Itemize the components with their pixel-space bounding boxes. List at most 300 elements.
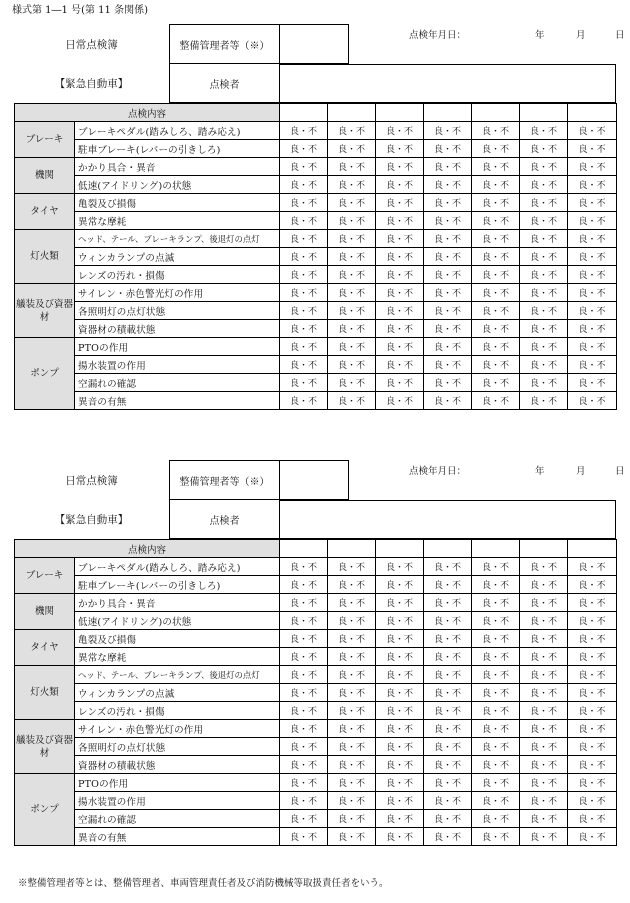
table-row (15, 684, 617, 702)
result-cell[interactable]: 良・不 (280, 702, 328, 720)
table-row (15, 774, 617, 792)
result-cell[interactable]: 良・不 (328, 792, 376, 810)
result-cell[interactable]: 良・不 (424, 576, 472, 594)
result-cell[interactable]: 良・不 (472, 792, 520, 810)
result-cell[interactable]: 良・不 (424, 810, 472, 828)
result-cell[interactable]: 良・不 (424, 374, 472, 392)
result-cell[interactable]: 良・不 (520, 684, 568, 702)
result-cell[interactable]: 良・不 (520, 828, 568, 846)
manager-label: 整備管理者等（※） (169, 24, 279, 64)
inspection-item: 空漏れの確認 (75, 810, 280, 828)
result-cell[interactable]: 良・不 (328, 338, 376, 356)
result-cell[interactable]: 良・不 (424, 140, 472, 158)
result-cell[interactable]: 良・不 (472, 212, 520, 230)
result-cell[interactable]: 良・不 (568, 140, 617, 158)
content-header: 点検内容 (15, 540, 280, 558)
result-cell[interactable]: 良・不 (472, 284, 520, 302)
result-cell[interactable]: 良・不 (376, 122, 424, 140)
day-header-cell (472, 104, 520, 122)
inspector-label: 点検者 (169, 64, 279, 103)
result-cell[interactable]: 良・不 (328, 738, 376, 756)
result-cell[interactable]: 良・不 (568, 612, 617, 630)
sheet-header (14, 24, 625, 103)
result-cell[interactable]: 良・不 (280, 284, 328, 302)
result-cell[interactable]: 良・不 (328, 248, 376, 266)
table-row (15, 756, 617, 774)
result-cell[interactable]: 良・不 (280, 320, 328, 338)
day-header-cell (568, 104, 617, 122)
result-cell[interactable]: 良・不 (424, 158, 472, 176)
result-cell[interactable]: 良・不 (376, 648, 424, 666)
result-cell[interactable]: 良・不 (520, 320, 568, 338)
category-cell: 灯火類 (15, 666, 75, 720)
result-cell[interactable]: 良・不 (280, 594, 328, 612)
result-cell[interactable]: 良・不 (376, 338, 424, 356)
result-cell[interactable]: 良・不 (568, 828, 617, 846)
result-cell[interactable]: 良・不 (424, 720, 472, 738)
inspection-item: 異音の有無 (75, 828, 280, 846)
day-label: 日 (615, 30, 625, 41)
result-cell[interactable]: 良・不 (280, 666, 328, 684)
inspection-item: かかり具合・異音 (75, 158, 280, 176)
result-cell[interactable]: 良・不 (568, 176, 617, 194)
inspection-item: かかり具合・異音 (75, 594, 280, 612)
result-cell[interactable]: 良・不 (280, 612, 328, 630)
result-cell[interactable]: 良・不 (328, 320, 376, 338)
result-cell[interactable]: 良・不 (472, 248, 520, 266)
result-cell[interactable]: 良・不 (280, 158, 328, 176)
result-cell[interactable]: 良・不 (424, 338, 472, 356)
result-cell[interactable]: 良・不 (328, 356, 376, 374)
result-cell[interactable]: 良・不 (280, 212, 328, 230)
result-cell[interactable]: 良・不 (568, 230, 617, 248)
result-cell[interactable]: 良・不 (376, 702, 424, 720)
table-row (15, 212, 617, 230)
inspection-item: ブレーキペダル(踏みしろ、踏み応え) (75, 122, 280, 140)
result-cell[interactable]: 良・不 (472, 684, 520, 702)
result-cell[interactable]: 良・不 (280, 684, 328, 702)
table-row (15, 176, 617, 194)
result-cell[interactable]: 良・不 (520, 576, 568, 594)
inspection-date-label: 点検年月日： (409, 466, 467, 477)
result-cell[interactable]: 良・不 (280, 648, 328, 666)
result-cell[interactable]: 良・不 (328, 284, 376, 302)
result-cell[interactable]: 良・不 (520, 702, 568, 720)
result-cell[interactable]: 良・不 (424, 648, 472, 666)
result-cell[interactable]: 良・不 (568, 122, 617, 140)
result-cell[interactable]: 良・不 (472, 230, 520, 248)
result-cell[interactable]: 良・不 (424, 558, 472, 576)
result-cell[interactable]: 良・不 (568, 194, 617, 212)
category-cell: 艤装及び資器材 (15, 284, 75, 338)
result-cell[interactable]: 良・不 (328, 828, 376, 846)
result-cell[interactable]: 良・不 (376, 284, 424, 302)
result-cell[interactable]: 良・不 (472, 338, 520, 356)
result-cell[interactable]: 良・不 (520, 756, 568, 774)
result-cell[interactable]: 良・不 (376, 392, 424, 410)
result-cell[interactable]: 良・不 (568, 284, 617, 302)
result-cell[interactable]: 良・不 (568, 266, 617, 284)
result-cell[interactable]: 良・不 (472, 756, 520, 774)
table-row (15, 392, 617, 410)
result-cell[interactable]: 良・不 (520, 248, 568, 266)
result-cell[interactable]: 良・不 (280, 122, 328, 140)
result-cell[interactable]: 良・不 (568, 558, 617, 576)
category-cell: 艤装及び資器材 (15, 720, 75, 774)
table-row (15, 266, 617, 284)
result-cell[interactable]: 良・不 (568, 594, 617, 612)
result-cell[interactable]: 良・不 (472, 738, 520, 756)
inspection-date-label: 点検年月日： (409, 30, 467, 41)
result-cell[interactable]: 良・不 (568, 374, 617, 392)
result-cell[interactable]: 良・不 (280, 248, 328, 266)
result-cell[interactable]: 良・不 (328, 194, 376, 212)
result-cell[interactable]: 良・不 (424, 792, 472, 810)
result-cell[interactable]: 良・不 (424, 594, 472, 612)
result-cell[interactable]: 良・不 (376, 810, 424, 828)
result-cell[interactable]: 良・不 (424, 302, 472, 320)
result-cell[interactable]: 良・不 (280, 230, 328, 248)
result-cell[interactable]: 良・不 (328, 176, 376, 194)
result-cell[interactable]: 良・不 (568, 720, 617, 738)
result-cell[interactable]: 良・不 (424, 356, 472, 374)
result-cell[interactable]: 良・不 (424, 392, 472, 410)
day-header-cell (328, 540, 376, 558)
result-cell[interactable]: 良・不 (424, 266, 472, 284)
result-cell[interactable]: 良・不 (472, 374, 520, 392)
result-cell[interactable]: 良・不 (568, 392, 617, 410)
table-row (15, 284, 617, 302)
category-cell: 灯火類 (15, 230, 75, 284)
result-cell[interactable]: 良・不 (376, 666, 424, 684)
table-row (15, 230, 617, 248)
table-row (15, 158, 617, 176)
result-cell[interactable]: 良・不 (280, 140, 328, 158)
result-cell[interactable]: 良・不 (376, 158, 424, 176)
inspection-item: 異音の有無 (75, 392, 280, 410)
result-cell[interactable]: 良・不 (424, 194, 472, 212)
category-cell: ポンプ (15, 774, 75, 846)
result-cell[interactable]: 良・不 (472, 576, 520, 594)
result-cell[interactable]: 良・不 (520, 284, 568, 302)
result-cell[interactable]: 良・不 (520, 302, 568, 320)
result-cell[interactable]: 良・不 (328, 702, 376, 720)
result-cell[interactable]: 良・不 (424, 284, 472, 302)
result-cell[interactable]: 良・不 (424, 122, 472, 140)
result-cell[interactable]: 良・不 (472, 140, 520, 158)
result-cell[interactable]: 良・不 (424, 612, 472, 630)
result-cell[interactable]: 良・不 (568, 702, 617, 720)
inspection-item: レンズの汚れ・損傷 (75, 266, 280, 284)
result-cell[interactable]: 良・不 (568, 212, 617, 230)
result-cell[interactable]: 良・不 (328, 140, 376, 158)
month-label: 月 (576, 30, 586, 41)
result-cell[interactable]: 良・不 (280, 338, 328, 356)
inspector-input[interactable] (279, 64, 616, 103)
result-cell[interactable]: 良・不 (376, 356, 424, 374)
result-cell[interactable]: 良・不 (424, 738, 472, 756)
result-cell[interactable]: 良・不 (328, 594, 376, 612)
result-cell[interactable]: 良・不 (280, 576, 328, 594)
result-cell[interactable]: 良・不 (376, 684, 424, 702)
result-cell[interactable]: 良・不 (280, 792, 328, 810)
result-cell[interactable]: 良・不 (520, 774, 568, 792)
result-cell[interactable]: 良・不 (376, 248, 424, 266)
result-cell[interactable]: 良・不 (424, 630, 472, 648)
result-cell[interactable]: 良・不 (328, 302, 376, 320)
result-cell[interactable]: 良・不 (376, 720, 424, 738)
result-cell[interactable]: 良・不 (472, 702, 520, 720)
result-cell[interactable]: 良・不 (328, 810, 376, 828)
result-cell[interactable]: 良・不 (520, 266, 568, 284)
table-row (15, 122, 617, 140)
result-cell[interactable]: 良・不 (520, 558, 568, 576)
table-row (15, 828, 617, 846)
result-cell[interactable]: 良・不 (424, 702, 472, 720)
result-cell[interactable]: 良・不 (280, 392, 328, 410)
result-cell[interactable]: 良・不 (328, 720, 376, 738)
result-cell[interactable]: 良・不 (328, 612, 376, 630)
month-label: 月 (576, 466, 586, 477)
result-cell[interactable]: 良・不 (280, 810, 328, 828)
result-cell[interactable]: 良・不 (520, 666, 568, 684)
result-cell[interactable]: 良・不 (520, 612, 568, 630)
inspection-item: ヘッド、テール、ブレーキランプ、後退灯の点灯 (75, 230, 280, 248)
table-row (15, 576, 617, 594)
result-cell[interactable]: 良・不 (376, 612, 424, 630)
inspection-item: 異常な摩耗 (75, 648, 280, 666)
table-row (15, 356, 617, 374)
result-cell[interactable]: 良・不 (280, 302, 328, 320)
result-cell[interactable]: 良・不 (520, 194, 568, 212)
result-cell[interactable]: 良・不 (328, 774, 376, 792)
inspection-table (14, 539, 617, 846)
result-cell[interactable]: 良・不 (376, 266, 424, 284)
result-cell[interactable]: 良・不 (328, 230, 376, 248)
inspection-date (409, 463, 625, 477)
result-cell[interactable]: 良・不 (424, 828, 472, 846)
result-cell[interactable]: 良・不 (328, 630, 376, 648)
inspection-date (409, 27, 625, 41)
inspection-item: 駐車ブレーキ(レバーの引きしろ) (75, 576, 280, 594)
result-cell[interactable]: 良・不 (568, 666, 617, 684)
result-cell[interactable]: 良・不 (472, 630, 520, 648)
result-cell[interactable]: 良・不 (568, 302, 617, 320)
result-cell[interactable]: 良・不 (568, 576, 617, 594)
result-cell[interactable]: 良・不 (328, 756, 376, 774)
day-label: 日 (615, 466, 625, 477)
day-header-cell (376, 104, 424, 122)
result-cell[interactable]: 良・不 (376, 792, 424, 810)
result-cell[interactable]: 良・不 (568, 158, 617, 176)
category-cell: ブレーキ (15, 122, 75, 158)
result-cell[interactable]: 良・不 (568, 684, 617, 702)
result-cell[interactable]: 良・不 (568, 320, 617, 338)
result-cell[interactable]: 良・不 (568, 356, 617, 374)
result-cell[interactable]: 良・不 (520, 158, 568, 176)
result-cell[interactable]: 良・不 (424, 212, 472, 230)
table-row (15, 248, 617, 266)
result-cell[interactable]: 良・不 (376, 230, 424, 248)
result-cell[interactable]: 良・不 (376, 320, 424, 338)
result-cell[interactable]: 良・不 (520, 630, 568, 648)
result-cell[interactable]: 良・不 (520, 594, 568, 612)
inspection-item: ウィンカランプの点滅 (75, 248, 280, 266)
result-cell[interactable]: 良・不 (328, 122, 376, 140)
result-cell[interactable]: 良・不 (568, 792, 617, 810)
result-cell[interactable]: 良・不 (520, 176, 568, 194)
result-cell[interactable]: 良・不 (472, 392, 520, 410)
inspection-sheet (14, 460, 625, 846)
result-cell[interactable]: 良・不 (328, 374, 376, 392)
result-cell[interactable]: 良・不 (520, 356, 568, 374)
result-cell[interactable]: 良・不 (472, 810, 520, 828)
result-cell[interactable]: 良・不 (520, 810, 568, 828)
result-cell[interactable]: 良・不 (424, 176, 472, 194)
result-cell[interactable]: 良・不 (424, 666, 472, 684)
result-cell[interactable]: 良・不 (472, 302, 520, 320)
result-cell[interactable]: 良・不 (376, 140, 424, 158)
result-cell[interactable]: 良・不 (328, 212, 376, 230)
result-cell[interactable]: 良・不 (328, 558, 376, 576)
result-cell[interactable]: 良・不 (280, 266, 328, 284)
result-cell[interactable]: 良・不 (472, 720, 520, 738)
result-cell[interactable]: 良・不 (376, 212, 424, 230)
footnote: ※整備管理者等とは、整備管理者、車両管理責任者及び消防機械等取扱責任者をいう。 (18, 878, 389, 889)
result-cell[interactable]: 良・不 (520, 720, 568, 738)
result-cell[interactable]: 良・不 (424, 774, 472, 792)
result-cell[interactable]: 良・不 (568, 756, 617, 774)
result-cell[interactable]: 良・不 (520, 648, 568, 666)
result-cell[interactable]: 良・不 (328, 684, 376, 702)
inspection-item: ブレーキペダル(踏みしろ、踏み応え) (75, 558, 280, 576)
result-cell[interactable]: 良・不 (568, 338, 617, 356)
inspection-item: 駐車ブレーキ(レバーの引きしろ) (75, 140, 280, 158)
result-cell[interactable]: 良・不 (568, 810, 617, 828)
result-cell[interactable]: 良・不 (568, 630, 617, 648)
result-cell[interactable]: 良・不 (280, 756, 328, 774)
result-cell[interactable]: 良・不 (328, 666, 376, 684)
result-cell[interactable]: 良・不 (472, 666, 520, 684)
result-cell[interactable]: 良・不 (280, 738, 328, 756)
result-cell[interactable]: 良・不 (568, 774, 617, 792)
result-cell[interactable]: 良・不 (376, 176, 424, 194)
table-row (15, 666, 617, 684)
result-cell[interactable]: 良・不 (520, 140, 568, 158)
result-cell[interactable]: 良・不 (424, 756, 472, 774)
inspection-item: 揚水装置の作用 (75, 356, 280, 374)
result-cell[interactable]: 良・不 (328, 576, 376, 594)
result-cell[interactable]: 良・不 (280, 720, 328, 738)
category-cell: タイヤ (15, 194, 75, 230)
result-cell[interactable]: 良・不 (280, 630, 328, 648)
manager-input[interactable] (279, 24, 349, 64)
result-cell[interactable]: 良・不 (376, 828, 424, 846)
result-cell[interactable]: 良・不 (280, 828, 328, 846)
result-cell[interactable]: 良・不 (472, 320, 520, 338)
result-cell[interactable]: 良・不 (328, 266, 376, 284)
table-row (15, 792, 617, 810)
category-cell: 機関 (15, 594, 75, 630)
day-header-cell (280, 540, 328, 558)
result-cell[interactable]: 良・不 (376, 576, 424, 594)
result-cell[interactable]: 良・不 (280, 558, 328, 576)
result-cell[interactable]: 良・不 (280, 176, 328, 194)
result-cell[interactable]: 良・不 (376, 374, 424, 392)
result-cell[interactable]: 良・不 (376, 774, 424, 792)
day-header-cell (472, 540, 520, 558)
sheet-header (14, 460, 625, 539)
result-cell[interactable]: 良・不 (280, 374, 328, 392)
result-cell[interactable]: 良・不 (472, 774, 520, 792)
result-cell[interactable]: 良・不 (376, 594, 424, 612)
result-cell[interactable]: 良・不 (472, 558, 520, 576)
result-cell[interactable]: 良・不 (520, 230, 568, 248)
result-cell[interactable]: 良・不 (520, 792, 568, 810)
result-cell[interactable]: 良・不 (280, 356, 328, 374)
inspector-input[interactable] (279, 500, 616, 539)
inspection-item: サイレン・赤色警光灯の作用 (75, 720, 280, 738)
day-header-cell (520, 540, 568, 558)
result-cell[interactable]: 良・不 (472, 356, 520, 374)
result-cell[interactable]: 良・不 (424, 320, 472, 338)
result-cell[interactable]: 良・不 (424, 684, 472, 702)
result-cell[interactable]: 良・不 (328, 648, 376, 666)
result-cell[interactable]: 良・不 (472, 122, 520, 140)
result-cell[interactable]: 良・不 (520, 738, 568, 756)
result-cell[interactable]: 良・不 (376, 630, 424, 648)
inspection-item: レンズの汚れ・損傷 (75, 702, 280, 720)
result-cell[interactable]: 良・不 (472, 158, 520, 176)
result-cell[interactable]: 良・不 (520, 338, 568, 356)
result-cell[interactable]: 良・不 (472, 176, 520, 194)
result-cell[interactable]: 良・不 (376, 302, 424, 320)
inspection-item: ヘッド、テール、ブレーキランプ、後退灯の点灯 (75, 666, 280, 684)
result-cell[interactable]: 良・不 (568, 248, 617, 266)
result-cell[interactable]: 良・不 (520, 122, 568, 140)
result-cell[interactable]: 良・不 (376, 194, 424, 212)
result-cell[interactable]: 良・不 (472, 594, 520, 612)
result-cell[interactable]: 良・不 (472, 648, 520, 666)
result-cell[interactable]: 良・不 (376, 738, 424, 756)
manager-input[interactable] (279, 460, 349, 500)
vehicle-category-label: 【緊急自動車】 (54, 514, 129, 526)
result-cell[interactable]: 良・不 (472, 612, 520, 630)
result-cell[interactable]: 良・不 (376, 558, 424, 576)
result-cell[interactable]: 良・不 (520, 212, 568, 230)
vehicle-category-label: 【緊急自動車】 (54, 78, 129, 90)
inspection-item: 亀裂及び損傷 (75, 630, 280, 648)
result-cell[interactable]: 良・不 (472, 266, 520, 284)
result-cell[interactable]: 良・不 (568, 648, 617, 666)
result-cell[interactable]: 良・不 (280, 774, 328, 792)
result-cell[interactable]: 良・不 (424, 248, 472, 266)
result-cell[interactable]: 良・不 (568, 738, 617, 756)
result-cell[interactable]: 良・不 (472, 194, 520, 212)
result-cell[interactable]: 良・不 (328, 158, 376, 176)
result-cell[interactable]: 良・不 (376, 756, 424, 774)
inspection-sheet (14, 24, 625, 410)
result-cell[interactable]: 良・不 (424, 230, 472, 248)
result-cell[interactable]: 良・不 (280, 194, 328, 212)
result-cell[interactable]: 良・不 (520, 374, 568, 392)
result-cell[interactable]: 良・不 (328, 392, 376, 410)
year-label: 年 (535, 30, 545, 41)
inspector-label: 点検者 (169, 500, 279, 539)
result-cell[interactable]: 良・不 (472, 828, 520, 846)
result-cell[interactable]: 良・不 (520, 392, 568, 410)
inspection-item: サイレン・赤色警光灯の作用 (75, 284, 280, 302)
